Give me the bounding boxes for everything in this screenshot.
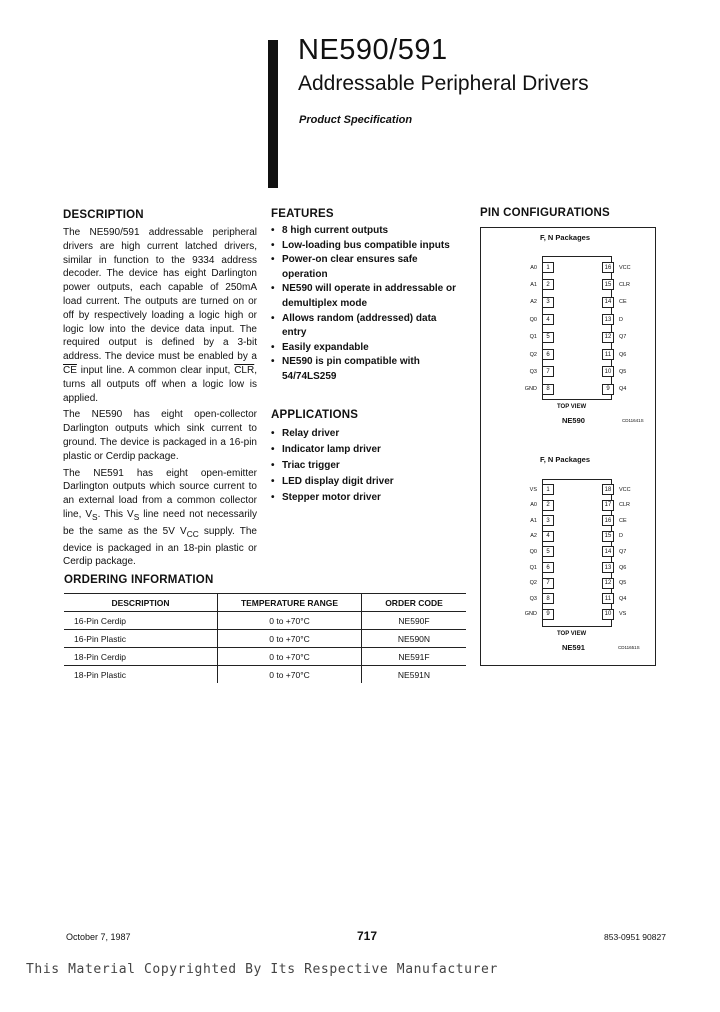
pin-name: A0 (530, 502, 537, 509)
feature-item: • Power-on clear ensures safe operation (271, 253, 459, 282)
pin-number: 17 (602, 500, 614, 511)
pin-name: CE (619, 299, 627, 306)
pin-name: Q0 (529, 548, 537, 555)
table-header-row (64, 594, 466, 612)
feature-item: • Low-loading bus compatible inputs (271, 239, 459, 254)
table-cell: NE591N (362, 666, 467, 684)
feature-item: • Allows random (addressed) data entry (271, 312, 459, 341)
ne591-pin-13 (602, 562, 652, 573)
table-cell: NE591F (362, 648, 467, 666)
page-title: NE590/591 (298, 34, 448, 66)
pin-name: VCC (619, 264, 631, 271)
pin-name: CE (619, 517, 627, 524)
column-header: ORDER CODE (362, 594, 467, 612)
pin-number: 2 (542, 279, 554, 290)
pin-number: 7 (542, 366, 554, 377)
ne590-pin-5 (504, 332, 554, 343)
pin-number: 11 (602, 349, 614, 360)
ne590-pin-15 (602, 279, 652, 290)
ne590-pin-13 (602, 314, 652, 325)
table-cell: 16-Pin Plastic (64, 630, 218, 648)
ne591-pin-5 (504, 546, 554, 557)
ne590-pin-9 (602, 384, 652, 395)
ordering-table (64, 593, 466, 683)
pin-name: Q7 (619, 548, 627, 555)
pin-name: Q5 (619, 368, 627, 375)
ne591-pin-10 (602, 609, 652, 620)
pin-number: 6 (542, 562, 554, 573)
pin-number: 5 (542, 546, 554, 557)
table-cell: NE590N (362, 630, 467, 648)
ne591-doc-code: CD11651S (618, 645, 640, 650)
ne591-pin-17 (602, 500, 652, 511)
pin-name: Q7 (619, 334, 627, 341)
pin-name: Q2 (529, 351, 537, 358)
description-paragraph-3: The NE591 has eight open-emitter Darlington outputs which source current to an external load from a common collector line, $V_S$. This $V_S$ line need not necessarily be the same as the 5V $V_{CC}$ supply. The device is packaged in an 18-pin plastic or Cerdip package. (63, 467, 258, 568)
pin-name: D (619, 316, 623, 323)
pin-name: Q6 (619, 351, 627, 358)
table-cell: 0 to +70°C (218, 648, 362, 666)
ne590-pin-14 (602, 297, 652, 308)
ne591-pin-18 (602, 484, 652, 495)
ne590-top-view: TOP VIEW (557, 404, 587, 410)
pin-number: 16 (602, 262, 614, 273)
pin-number: 14 (602, 297, 614, 308)
application-item: • Triac trigger (271, 458, 459, 474)
feature-item: • NE590 is pin compatible with 54/74LS259 (271, 355, 459, 384)
pin-number: 4 (542, 314, 554, 325)
table-cell: 18-Pin Plastic (64, 666, 218, 684)
pin-number: 6 (542, 349, 554, 360)
page-subtitle: Addressable Peripheral Drivers (298, 72, 589, 95)
footer-doc-number: 853-0951 90827 (604, 932, 666, 942)
ne591-pin-8 (504, 593, 554, 604)
ne590-package-label: F, N Packages (540, 233, 591, 242)
pin-name: D (619, 533, 623, 540)
ne590-pin-7 (504, 366, 554, 377)
pin-name: A2 (530, 299, 537, 306)
pin-name: A2 (530, 533, 537, 540)
description-paragraph-1: The NE590/591 addressable peripheral drivers are high current latched drivers, similar in function to the 9334 address decoder. The device has eight Darlington power outputs, each capable of 250mA load current. The outputs are turned on or off by respectively loading a logic high or logic low into the device data input. The required output is defined by a 3-bit address. The device must be enabled by a $\overline{CE}$ input line. A common clear input, $\overline{CLR}$, turns all outputs off when a logic low is applied. (63, 227, 257, 404)
ne591-pin-7 (504, 578, 554, 589)
pin-number: 8 (542, 384, 554, 395)
pin-number: 15 (602, 279, 614, 290)
pin-number: 13 (602, 314, 614, 325)
pin-name: GND (524, 611, 537, 618)
ne591-pin-9 (504, 609, 554, 620)
pin-number: 16 (602, 515, 614, 526)
pin-number: 15 (602, 531, 614, 542)
pin-number: 1 (542, 262, 554, 273)
ne591-pin-16 (602, 515, 652, 526)
pin-number: 1 (542, 484, 554, 495)
table-row (64, 612, 466, 630)
pin-name: Q3 (529, 595, 537, 602)
ne591-pin-6 (504, 562, 554, 573)
ne591-pin-15 (602, 531, 652, 542)
description-heading: DESCRIPTION (63, 209, 144, 221)
ne591-pin-3 (504, 515, 554, 526)
ne590-pin-8 (504, 384, 554, 395)
feature-item: • 8 high current outputs (271, 224, 459, 239)
ne591-pin-1 (504, 484, 554, 495)
pin-number: 3 (542, 297, 554, 308)
ordering-heading: ORDERING INFORMATION (64, 574, 214, 586)
applications-list (271, 426, 459, 506)
title-bar (268, 40, 278, 188)
table-row (64, 648, 466, 666)
application-item: • LED display digit driver (271, 474, 459, 490)
table-row (64, 666, 466, 684)
pin-name: GND (524, 386, 537, 393)
table-cell: 0 to +70°C (218, 612, 362, 630)
application-item: • Indicator lamp driver (271, 442, 459, 458)
pin-name: Q1 (529, 334, 537, 341)
features-heading: FEATURES (271, 208, 334, 220)
ne590-pin-2 (504, 279, 554, 290)
footer-date: October 7, 1987 (66, 932, 131, 942)
pin-name: CLR (619, 281, 631, 288)
pin-number: 5 (542, 332, 554, 343)
feature-item: • Easily expandable (271, 341, 459, 356)
ne590-pin-10 (602, 366, 652, 377)
ne590-chip-body (542, 256, 612, 400)
pin-number: 18 (602, 484, 614, 495)
pin-name: Q6 (619, 564, 627, 571)
pin-name: A1 (530, 281, 537, 288)
ne591-package-label: F, N Packages (540, 455, 591, 464)
pin-name: Q1 (529, 564, 537, 571)
pin-number: 8 (542, 593, 554, 604)
ne591-pin-12 (602, 578, 652, 589)
pin-name: Q4 (619, 595, 627, 602)
spec-label: Product Specification (299, 114, 413, 126)
pin-number: 10 (602, 366, 614, 377)
pin-number: 12 (602, 578, 614, 589)
ne591-top-view: TOP VIEW (557, 631, 587, 637)
pin-number: 9 (602, 384, 614, 395)
pin-number: 11 (602, 593, 614, 604)
table-cell: 0 to +70°C (218, 630, 362, 648)
column-header: TEMPERATURE RANGE (218, 594, 362, 612)
pin-number: 4 (542, 531, 554, 542)
application-item: • Relay driver (271, 426, 459, 442)
ne591-pin-11 (602, 593, 652, 604)
table-cell: 0 to +70°C (218, 666, 362, 684)
ne590-doc-code: CD11641S (622, 418, 644, 423)
pin-number: 14 (602, 546, 614, 557)
pin-name: Q0 (529, 316, 537, 323)
pin-number: 2 (542, 500, 554, 511)
ne590-pin-6 (504, 349, 554, 360)
pin-name: A0 (530, 264, 537, 271)
ne591-pin-2 (504, 500, 554, 511)
pin-name: CLR (619, 502, 631, 509)
table-cell: 16-Pin Cerdip (64, 612, 218, 630)
pin-number: 9 (542, 609, 554, 620)
ne591-pin-4 (504, 531, 554, 542)
pin-name: Q4 (619, 386, 627, 393)
ne590-pin-3 (504, 297, 554, 308)
pin-name: Q5 (619, 580, 627, 587)
table-cell: NE590F (362, 612, 467, 630)
table-row (64, 630, 466, 648)
ne590-pin-4 (504, 314, 554, 325)
ne590-pin-12 (602, 332, 652, 343)
ne590-chip-name: NE590 (562, 416, 585, 425)
application-item: • Stepper motor driver (271, 490, 459, 506)
pin-number: 3 (542, 515, 554, 526)
description-text (63, 226, 257, 572)
description-paragraph-2: The NE590 has eight open-collector Darlington outputs which sink current to ground. The device is packaged in a 16-pin plastic or Cerdip package. (63, 409, 257, 462)
column-header: DESCRIPTION (64, 594, 218, 612)
pin-config-heading: PIN CONFIGURATIONS (480, 207, 610, 219)
copyright-notice: This Material Copyrighted By Its Respective Manufacturer (26, 962, 498, 977)
features-list (271, 224, 459, 385)
footer-page-number: 717 (357, 929, 378, 943)
pin-name: Q2 (529, 580, 537, 587)
pin-name: VCC (619, 486, 631, 493)
applications-heading: APPLICATIONS (271, 409, 359, 421)
pin-name: A1 (530, 517, 537, 524)
pin-number: 13 (602, 562, 614, 573)
pin-name: Q3 (529, 368, 537, 375)
pin-number: 12 (602, 332, 614, 343)
feature-item: • NE590 will operate in addressable or demultiplex mode (271, 282, 459, 311)
pin-name: VS (529, 486, 537, 493)
pin-number: 7 (542, 578, 554, 589)
ne591-pin-14 (602, 546, 652, 557)
ne590-pin-1 (504, 262, 554, 273)
table-cell: 18-Pin Cerdip (64, 648, 218, 666)
ne591-chip-name: NE591 (562, 643, 585, 652)
ne590-pin-11 (602, 349, 652, 360)
pin-name: VS (619, 611, 627, 618)
pin-number: 10 (602, 609, 614, 620)
ne590-pin-16 (602, 262, 652, 273)
